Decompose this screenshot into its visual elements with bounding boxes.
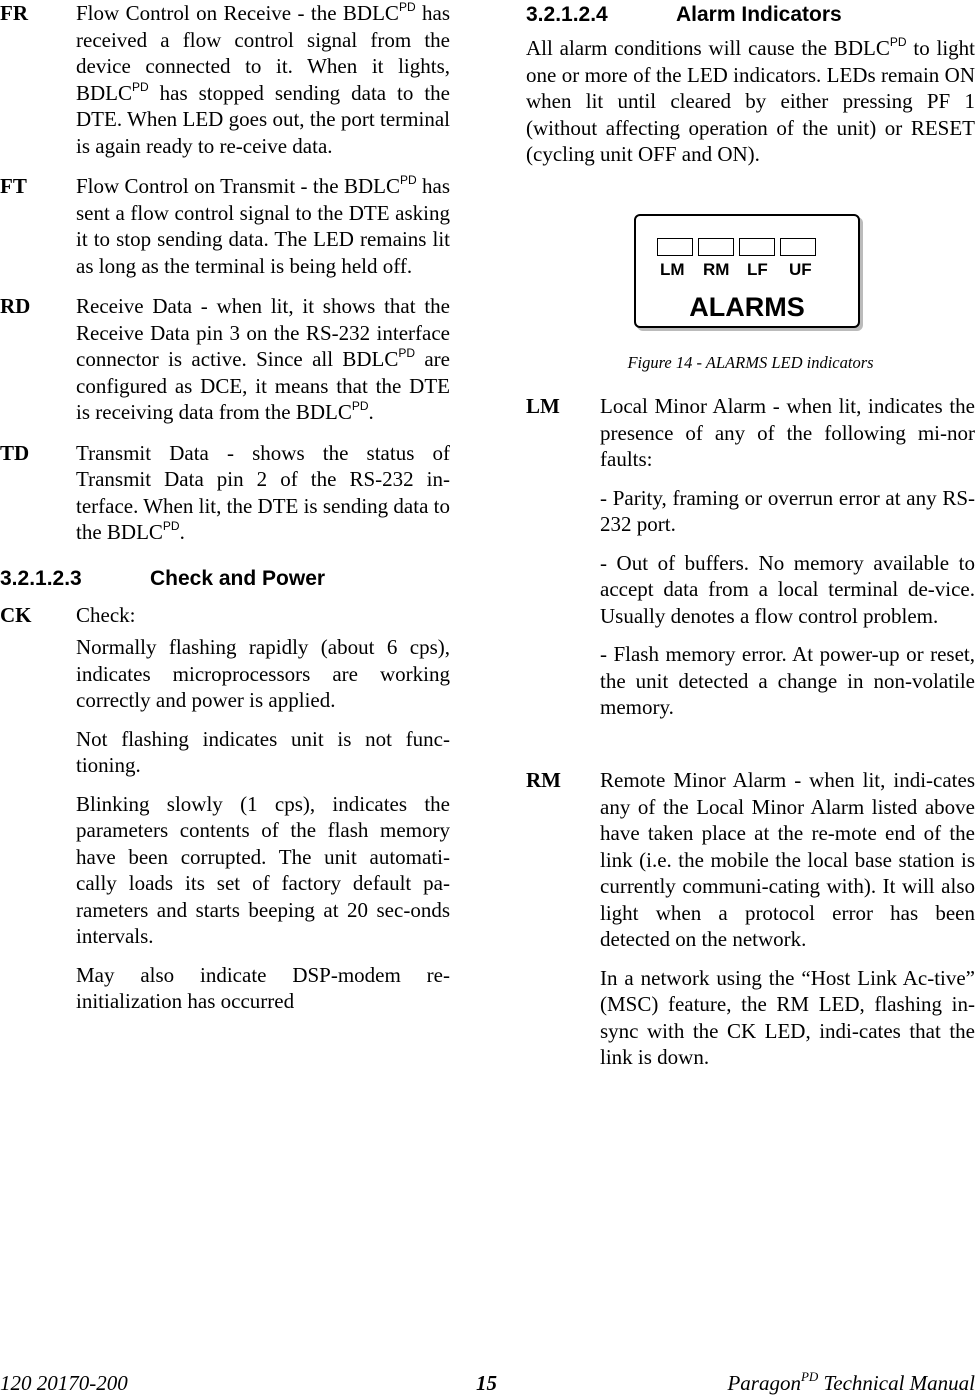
- alarms-led-panel: [634, 214, 860, 328]
- text: are configured as DCE, it means that the DTE is receiving data from the BDLC: [76, 347, 450, 424]
- rm-p2: In a network using the “Host Link Ac-tive” (MSC) feature, the RM LED, flashing in-sync with the CK LED, indi-cates that the link is down.: [600, 965, 975, 1069]
- term-lm: LM: [526, 394, 560, 418]
- section-title: Alarm Indicators: [676, 3, 842, 26]
- manual-title: [727, 1370, 975, 1396]
- desc-rm: [600, 767, 975, 1071]
- page-footer: [0, 1370, 975, 1396]
- superscript: PD: [132, 79, 149, 94]
- superscript: PD: [398, 0, 416, 14]
- entry-td: [0, 440, 450, 546]
- desc-rd: [76, 293, 450, 426]
- text: Transmit Data - shows the status of Transmit Data pin 2 of the RS-232 in-terface. When lit, the DTE is sending data to the BDLC: [76, 440, 450, 544]
- superscript: PD: [351, 399, 369, 413]
- section-number: 3.2.1.2.3: [0, 566, 82, 590]
- led-lf-label: LF: [747, 260, 768, 279]
- page-number: 15: [476, 1371, 497, 1395]
- text: to light one or more of the LED indicators. LEDs remain ON when lit until cleared by either pressing PF 1 (without affecting operation of the unit) or RESET (cycling unit OFF and ON).: [526, 36, 975, 166]
- ck-p2: Normally flashing rapidly (about 6 cps), indicates microprocessors are working correctly and power is applied.: [76, 635, 450, 712]
- entry-ck: [0, 602, 450, 1015]
- entry-rd: [0, 293, 450, 426]
- text: .: [368, 400, 374, 424]
- lm-p4: - Flash memory error. At power-up or reset, the unit detected a change in non-volatile memory.: [600, 642, 975, 719]
- led-uf-indicator: [780, 238, 816, 256]
- superscript: PD: [162, 519, 180, 533]
- entry-rm: [526, 767, 975, 1083]
- led-uf-label: UF: [789, 260, 812, 279]
- term-ck: CK: [0, 602, 32, 627]
- term-ft: FT: [0, 174, 27, 198]
- text: .: [179, 520, 185, 544]
- text: has stopped sending data to the DTE. When LED goes out, the port terminal is again ready to re-ceive data.: [76, 80, 450, 158]
- lm-p2: - Parity, framing or overrun error at any RS-232 port.: [600, 485, 975, 536]
- term-td: TD: [0, 440, 30, 465]
- left-column: [0, 0, 450, 1027]
- superscript: PD: [800, 1369, 819, 1384]
- alarms-title: ALARMS: [689, 292, 805, 322]
- ck-p3: Not flashing indicates unit is not func-tioning.: [76, 726, 450, 777]
- lm-p3: - Out of buffers. No memory available to accept data from a local terminal de-vice. Usually denotes a flow control problem.: [600, 550, 975, 628]
- section-number: 3.2.1.2.4: [526, 3, 608, 26]
- text: Receive Data - when lit, it shows that the Receive Data pin 3 on the RS-232 interface connector is active. Since all BDLC: [76, 294, 450, 371]
- text: Flow Control on Transmit - the BDLC: [76, 174, 400, 198]
- document-number: 120 20170-200: [0, 1371, 128, 1395]
- text: Paragon: [727, 1371, 801, 1395]
- superscript: PD: [399, 173, 417, 187]
- text: Technical Manual: [818, 1371, 975, 1395]
- alarm-intro: [526, 35, 975, 168]
- entry-ft: [0, 173, 450, 279]
- desc-lm: [600, 393, 975, 721]
- entry-fr: [0, 0, 450, 159]
- superscript: PD: [889, 35, 907, 49]
- desc-ck: [76, 602, 450, 1015]
- text: Flow Control on Receive - the BDLC: [76, 1, 399, 25]
- desc-td: [76, 440, 450, 546]
- led-lm-label: LM: [660, 260, 685, 279]
- term-rd: RD: [0, 294, 31, 318]
- figure-caption: Figure 14 - ALARMS LED indicators: [627, 353, 874, 372]
- led-lf-indicator: [739, 238, 775, 256]
- led-lm-indicator: [657, 238, 693, 256]
- ck-p5: May also indicate DSP-modem re-initialization has occurred: [76, 962, 450, 1013]
- desc-fr: [76, 0, 450, 159]
- term-fr: FR: [0, 1, 28, 25]
- ck-p4: Blinking slowly (1 cps), indicates the parameters contents of the flash memory have been corrupted. The unit automati-cally loads its set of factory default pa-rameters and starts beeping at 20 sec-onds intervals.: [76, 791, 450, 948]
- text: All alarm conditions will cause the BDLC: [526, 36, 890, 60]
- term-rm: RM: [526, 768, 561, 792]
- ck-p1: Check:: [76, 602, 136, 627]
- section-heading-check-power: [0, 566, 450, 592]
- led-rm-indicator: [698, 238, 734, 256]
- section-title: Check and Power: [150, 566, 326, 590]
- right-column: [526, 0, 975, 1360]
- lm-p1: Local Minor Alarm - when lit, indicates the presence of any of the following mi-nor faults:: [600, 394, 975, 471]
- rm-p1: Remote Minor Alarm - when lit, indi-cates any of the Local Minor Alarm listed above have taken place at the re-mote end of the link (i.e. the mobile the local base station is currently communi-cating with). It will also light when a protocol error has been detected on the network.: [600, 768, 975, 951]
- section-heading-alarm-indicators: [526, 2, 975, 28]
- text: has received a flow control signal from the device connected to it. When it lights, BDLC: [76, 1, 450, 105]
- entry-lm: [526, 393, 975, 733]
- desc-ft: [76, 173, 450, 279]
- led-rm-label: RM: [703, 260, 730, 279]
- text: has sent a flow control signal to the DTE asking it to stop sending data. The LED remains lit as long as the terminal is being held off.: [76, 174, 450, 278]
- superscript: PD: [398, 346, 416, 360]
